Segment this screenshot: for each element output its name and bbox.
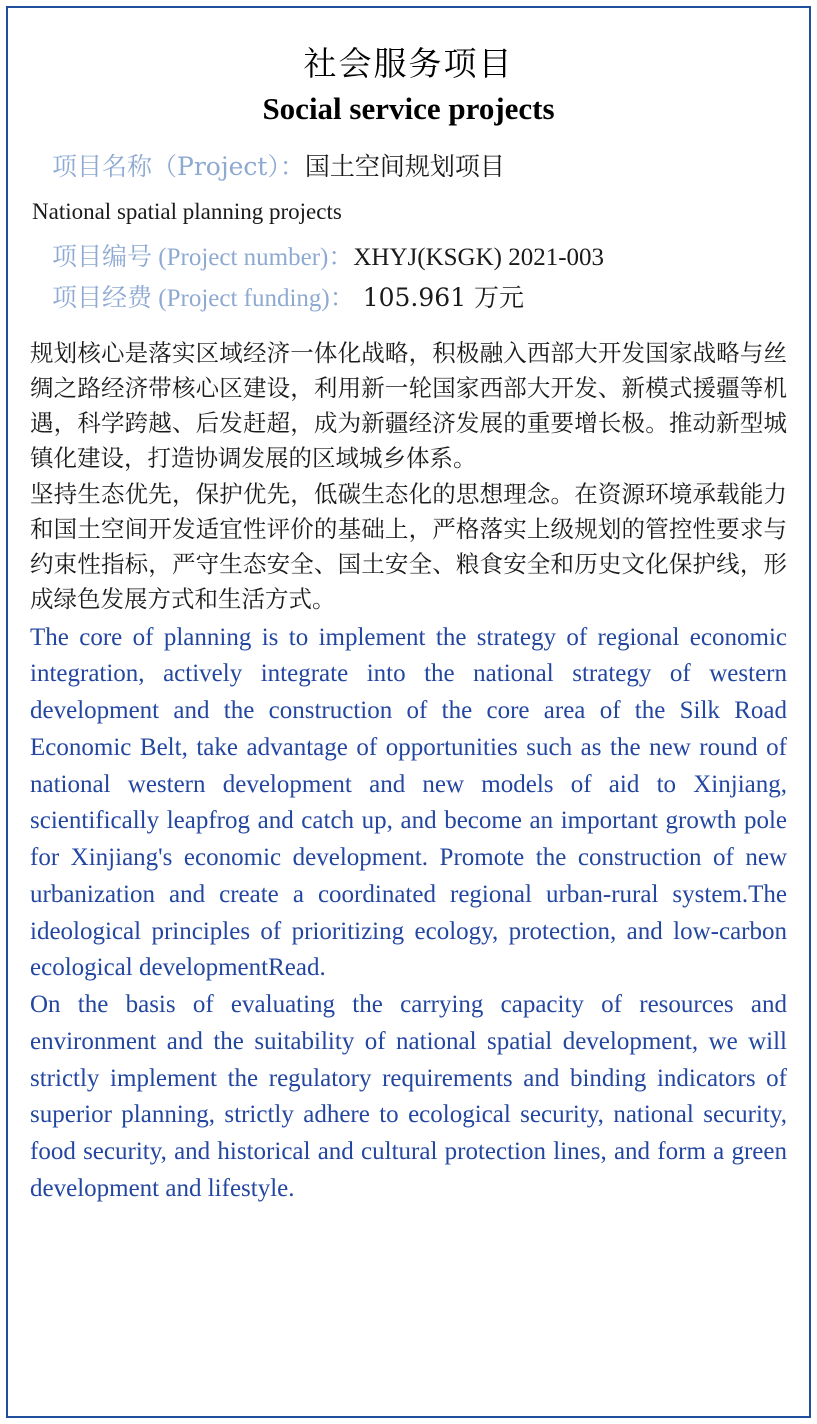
project-funding-label-english: (Project funding)： (152, 285, 355, 312)
project-number-block (30, 237, 787, 320)
project-name-value: 国土空间规划项目 (304, 152, 505, 181)
project-metadata (30, 147, 787, 189)
body-english-paragraph-1: The core of planning is to implement the strategy of regional economic integration, actively integrate into the national strategy of western development and the construction of the core area of the Silk Road Economic Belt, take advantage of opportunities such as the new round of national western development and new models of aid to Xinjiang, scientifically leapfrog and catch up, and become an important growth pole for Xinjiang's economic development. Promote the construction of new urbanization and create a coordinated regional urban-rural system.The ideological principles of prioritizing ecology, protection, and low-carbon ecological developmentRead. (30, 623, 787, 982)
body-chinese-paragraph-1: 规划核心是落实区域经济一体化战略，积极融入西部大开发国家战略与丝绸之路经济带核心区建设，利用新一轮国家西部大开发、新模式援疆等机遇，科学跨越、后发赶超，成为新疆经济发展的重要增长极。推动新型城镇化建设，打造协调发展的区域城乡体系。 (30, 338, 787, 473)
project-funding-row (52, 278, 787, 320)
project-name-row (52, 147, 787, 189)
document-frame (6, 6, 811, 1418)
project-name-value-english: National spatial planning projects (32, 198, 342, 224)
body-english (30, 620, 787, 1208)
project-number-value: XHYJ(KSGK) 2021-003 (353, 243, 605, 271)
project-number-label-chinese: 项目编号 (52, 241, 153, 271)
page-title-chinese: 社会服务项目 (303, 44, 514, 83)
page-title-english: Social service projects (262, 91, 555, 126)
project-funding-value: 105.961 万元 (354, 283, 525, 312)
body-english-paragraph-2: On the basis of evaluating the carrying capacity of resources and environment and the suitability of national spatial development, we will strictly implement the regulatory requirements and binding indicators of superior planning, strictly adhere to ecological security, national security, food security, and historical and cultural protection lines, and form a green development and lifestyle. (30, 991, 787, 1202)
project-number-label-english: (Project number)： (152, 243, 354, 271)
project-funding-label-chinese: 项目经费 (52, 283, 153, 312)
body-chinese (30, 336, 787, 618)
body-chinese-paragraph-2: 坚持生态优先，保护优先，低碳生态化的思想理念。在资源环境承载能力和国土空间开发适宜性评价的基础上，严格落实上级规划的管控性要求与约束性指标，严守生态安全、国土安全、粮食安全和历史文化保护线，形成绿色发展方式和生活方式。 (30, 479, 787, 614)
project-name-label: 项目名称（Project）： (52, 152, 305, 181)
project-number-row (52, 237, 787, 279)
